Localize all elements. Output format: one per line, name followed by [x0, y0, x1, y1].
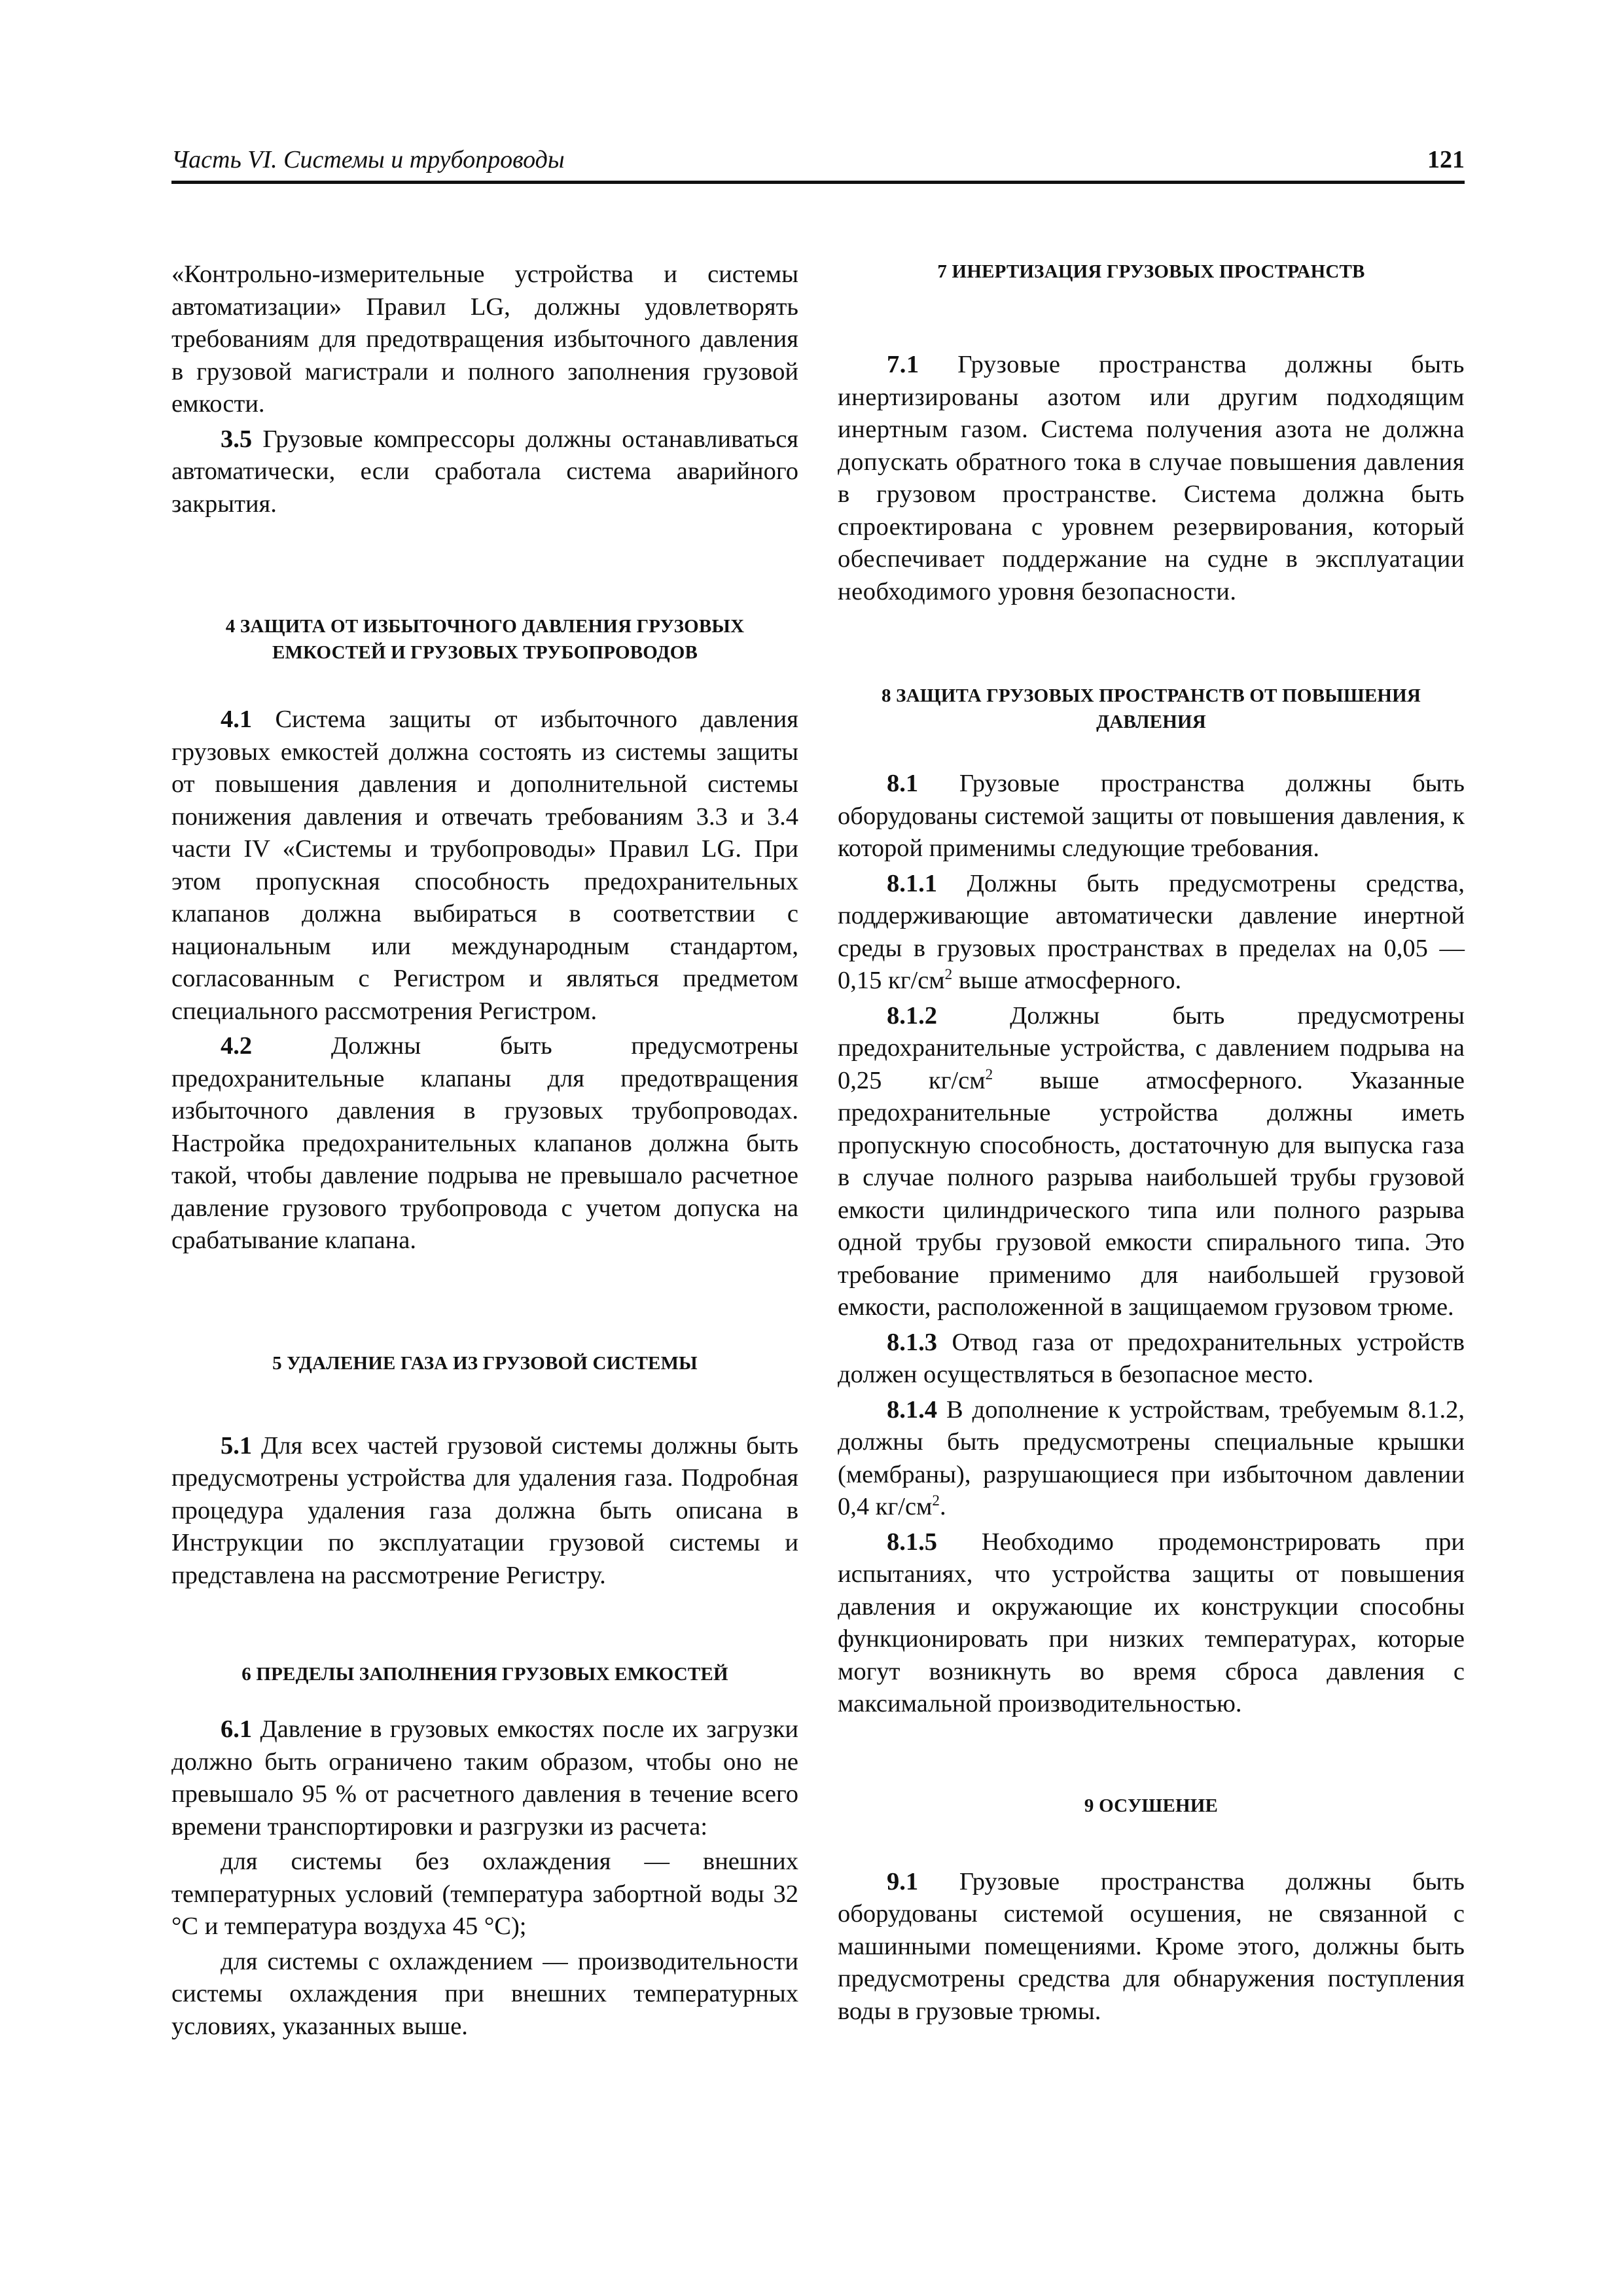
section-heading-4: 4 ЗАЩИТА ОТ ИЗБЫТОЧНОГО ДАВЛЕНИЯ ГРУЗОВЫХ ЕМКОСТЕЙ И ГРУЗОВЫХ ТРУБОПРОВОДОВ — [225, 616, 745, 663]
paragraph-7-1 — [838, 349, 1465, 608]
clause-text: Отвод газа от предохранительных устройств должен осуществляться в безопасное место. — [838, 1328, 1465, 1388]
clause-number: 8.1.1 — [887, 869, 937, 897]
clause-text: Грузовые компрессоры должны останавливаться автоматически, если сработала система аварийного закрытия. — [171, 425, 798, 518]
paragraph-8-1-2 — [838, 1000, 1465, 1324]
paragraph-4-2 — [171, 1030, 798, 1257]
clause-number: 7.1 — [887, 351, 919, 378]
clause-text: Должны быть предусмотрены предохранительные клапаны для предотвращения избыточного давления в грузовых трубопроводах. Настройка предохранительных клапанов должна быть такой, чтобы давление подрыва не превышало расчетное давление грузового трубопровода с учетом допуска на срабатывание клапана. — [171, 1032, 798, 1254]
clause-number: 5.1 — [221, 1431, 253, 1460]
clause-number: 4.1 — [221, 706, 253, 733]
section-heading-5: 5 УДАЛЕНИЕ ГАЗА ИЗ ГРУЗОВОЙ СИСТЕМЫ — [272, 1352, 698, 1374]
paragraph-8-1-1 — [838, 868, 1465, 997]
paragraph-3-5 — [171, 423, 798, 521]
running-header-title: Часть VI. Системы и трубопроводы — [171, 146, 565, 173]
clause-number: 8.1.3 — [887, 1328, 937, 1356]
section-heading-9: 9 ОСУШЕНИЕ — [1084, 1795, 1219, 1816]
clause-text: Должны быть предусмотрены средства, поддерживающие автоматически давление инертной среды в грузовых пространствах в пределах на 0,05 — 0,15 кг/см — [838, 869, 1465, 994]
superscript: 2 — [985, 1065, 993, 1083]
clause-number: 8.1 — [887, 770, 919, 797]
clause-text: Грузовые пространства должны быть оборудованы системой защиты от повышения давления, к которой применимы следующие требования. — [838, 770, 1465, 862]
clause-text: Необходимо продемонстрировать при испытаниях, что устройства защиты от повышения давления и окружающие их конструкции способны функционировать при низких температурах, которые могут возникнуть во время сброса давления с максимальной производительностью. — [838, 1528, 1465, 1717]
clause-text-tail: выше атмосферного. — [952, 967, 1182, 994]
clause-text: Система защиты от избыточного давления грузовых емкостей должна состоять из системы защиты от повышения давления и дополнительной системы понижения давления и отвечать требованиям 3.3 и 3.4 части IV «Системы и трубопроводы» Правил LG. При этом пропускная способность предохранительных клапанов должна выбираться в соответствии с национальным или международным стандартом, согласованным с Регистром и являться предметом специального рассмотрения Регистром. — [171, 706, 798, 1025]
clause-text-tail: . — [939, 1493, 946, 1520]
clause-number: 8.1.5 — [887, 1528, 937, 1556]
clause-number: 6.1 — [221, 1715, 253, 1743]
paragraph-intro: «Контрольно-измерительные устройства и системы автоматизации» Правил LG, должны удовлетворять требованиям для предотвращения избыточного давления в грузовой магистрали и полного заполнения грузовой емкости. — [171, 260, 798, 418]
section-heading-6: 6 ПРЕДЕЛЫ ЗАПОЛНЕНИЯ ГРУЗОВЫХ ЕМКОСТЕЙ — [241, 1664, 728, 1685]
right-column — [838, 259, 1465, 2030]
clause-text: Грузовые пространства должны быть инертизированы азотом или другим подходящим инертным газом. Система получения азота не должна допускать обратного тока в случае повышения давления в грузовом пространстве. Система должна быть спроектирована с уровнем резервирования, который обеспечивает поддержание на судне в эксплуатации необходимого уровня безопасности. — [838, 351, 1465, 605]
header-rule — [171, 181, 1465, 184]
clause-number: 4.2 — [221, 1032, 253, 1060]
paragraph-6-1-b: для системы с охлаждением — производительности системы охлаждения при внешних температурных условиях, указанных выше. — [171, 1947, 798, 2040]
clause-text: Давление в грузовых емкостях после их загрузки должно быть ограничено таким образом, чтобы оно не превышало 95 % от расчетного давления в течение всего времени транспортировки и разгрузки из расчета: — [171, 1715, 798, 1840]
clause-number: 8.1.2 — [887, 1001, 937, 1030]
clause-text: В дополнение к устройствам, требуемым 8.1.2, должны быть предусмотрены специальные крышки (мембраны), разрушающиеся при избыточном давлении 0,4 кг/см — [838, 1395, 1465, 1520]
paragraph-6-1-a: для системы без охлаждения — внешних температурных условий (температура забортной воды 32 °C и температура воздуха 45 °C); — [171, 1848, 798, 1940]
running-header — [171, 143, 1465, 181]
clause-number: 3.5 — [221, 425, 253, 453]
section-heading-7: 7 ИНЕРТИЗАЦИЯ ГРУЗОВЫХ ПРОСТРАНСТВ — [937, 261, 1365, 282]
clause-number: 9.1 — [887, 1867, 919, 1895]
page-number: 121 — [1427, 146, 1465, 173]
superscript: 2 — [932, 1492, 940, 1509]
section-heading-8: 8 ЗАЩИТА ГРУЗОВЫХ ПРОСТРАНСТВ ОТ ПОВЫШЕНИЯ ДАВЛЕНИЯ — [881, 685, 1421, 732]
clause-text: Грузовые пространства должны быть оборудованы системой осушения, не связанной с машинными помещениями. Кроме этого, должны быть предусмотрены средства для обнаружения поступления воды в грузовые трюмы. — [838, 1867, 1465, 2025]
clause-text: Должны быть предусмотрены предохранительные устройства, с давлением подрыва на 0,25 кг/см — [838, 1001, 1465, 1094]
paragraph-4-1 — [171, 704, 798, 1028]
superscript: 2 — [944, 965, 953, 983]
paragraph-9-1 — [838, 1866, 1465, 2028]
paragraph-8-1 — [838, 768, 1465, 865]
clause-text-tail: выше атмосферного. Указанные предохранительные устройства должны иметь пропускную способность, достаточную для выпуска газа в случае полного разрыва наибольшей трубы грузовой емкости цилиндрического типа или полного разрыва одной трубы грузовой емкости спирального типа. Это требование применимо для наибольшей грузовой емкости, расположенной в защищаемом грузовом трюме. — [838, 1066, 1465, 1321]
paragraph-6-1 — [171, 1713, 798, 1843]
clause-number: 8.1.4 — [887, 1395, 937, 1424]
paragraph-5-1 — [171, 1430, 798, 1592]
paragraph-8-1-3 — [838, 1327, 1465, 1391]
paragraph-8-1-5 — [838, 1526, 1465, 1721]
left-column — [171, 259, 798, 2045]
clause-text: Для всех частей грузовой системы должны быть предусмотрены устройства для удаления газа. Подробная процедура удаления газа должна быть описана в Инструкции по эксплуатации грузовой системы и представлена на рассмотрение Регистру. — [171, 1431, 798, 1589]
paragraph-8-1-4 — [838, 1394, 1465, 1524]
